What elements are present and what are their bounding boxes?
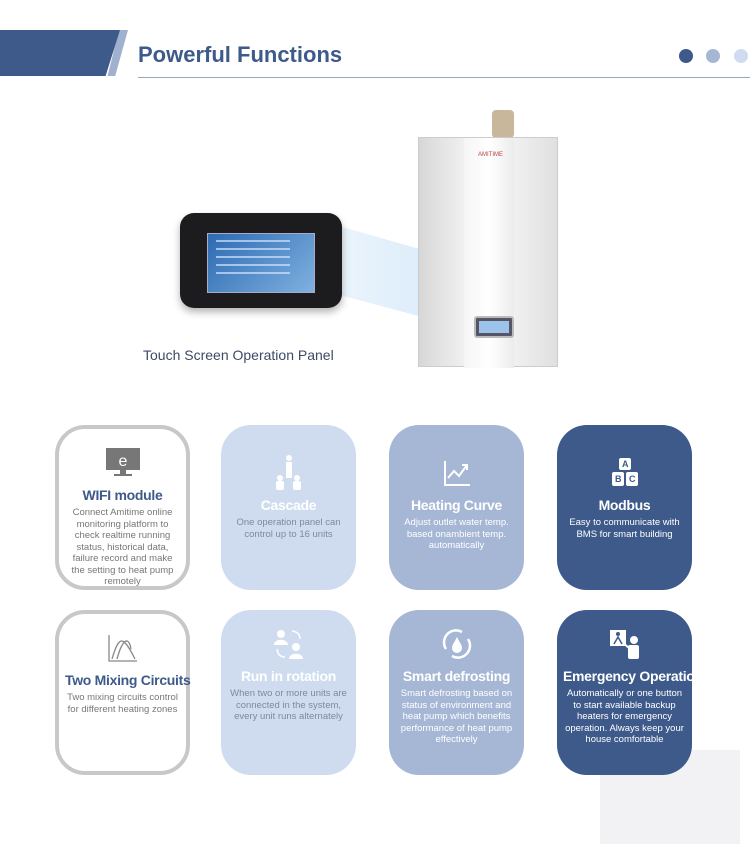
feature-card-smart-defrosting	[389, 610, 524, 775]
monitor-e-icon	[65, 443, 180, 483]
feature-description: Smart defrosting based on status of environment and heat pump which benefits performance of heat pump effectively	[400, 688, 513, 745]
feature-title: Emergency Operation	[563, 668, 703, 684]
line-chart-icon	[395, 453, 518, 493]
feature-title: Smart defrosting	[402, 668, 511, 684]
svg-text:C: C	[628, 474, 635, 484]
svg-text:e: e	[118, 453, 127, 470]
feature-card-cascade	[221, 425, 356, 590]
feature-title: Heating Curve	[410, 497, 502, 513]
feature-description: One operation panel can control up to 16 units	[236, 517, 341, 540]
feature-title: Run in rotation	[240, 668, 337, 684]
feature-description: Easy to communicate with BMS for smart building	[569, 517, 680, 540]
hero-caption: Touch Screen Operation Panel	[143, 347, 334, 363]
pagination-dot-2[interactable]	[706, 49, 720, 63]
title-divider	[138, 77, 750, 78]
header-banner	[0, 30, 120, 76]
feature-card-wifi-module	[55, 425, 190, 590]
svg-text:B: B	[614, 474, 621, 484]
brand-logo: AMITIME	[478, 152, 503, 158]
feature-card-heating-curve	[389, 425, 524, 590]
feature-card-run-in-rotation	[221, 610, 356, 775]
unit-display	[474, 316, 514, 338]
svg-text:A: A	[621, 459, 628, 469]
touch-panel-image	[180, 213, 342, 308]
curves-chart-icon	[65, 628, 180, 668]
feature-card-emergency-operation	[557, 610, 703, 775]
presenter-board-icon	[563, 624, 686, 664]
pagination-dot-3[interactable]	[734, 49, 748, 63]
feature-title: WIFI module	[82, 487, 163, 503]
abc-blocks-icon	[563, 453, 686, 493]
feature-card-modbus	[557, 425, 692, 590]
feature-description: Connect Amitime online monitoring platform to check realtime running status, historical data, failure record and make the setting to heat pump remotely	[71, 507, 174, 587]
feature-description: When two or more units are connected in the system, every unit runs alternately	[230, 688, 347, 722]
feature-title: Modbus	[598, 497, 651, 513]
rotation-users-icon	[227, 624, 350, 664]
pagination-dot-1[interactable]	[679, 49, 693, 63]
pressure-gauge	[492, 110, 514, 138]
heat-pump-unit-image	[418, 137, 558, 367]
feature-card-two-mixing-circuits	[55, 610, 190, 775]
feature-description: Two mixing circuits control for different heating zones	[67, 692, 178, 715]
feature-description: Adjust outlet water temp. based onambient temp. automatically	[404, 517, 509, 551]
feature-description: Automatically or one button to start available backup heaters for emergency operation. Always keep your house comfortable	[565, 688, 684, 745]
touch-panel-screen	[207, 233, 315, 293]
people-group-icon	[227, 453, 350, 493]
feature-title: Cascade	[260, 497, 317, 513]
feature-title: Two Mixing Circuits	[65, 672, 191, 688]
page-title: Powerful Functions	[138, 42, 343, 67]
droplet-cycle-icon	[395, 624, 518, 664]
